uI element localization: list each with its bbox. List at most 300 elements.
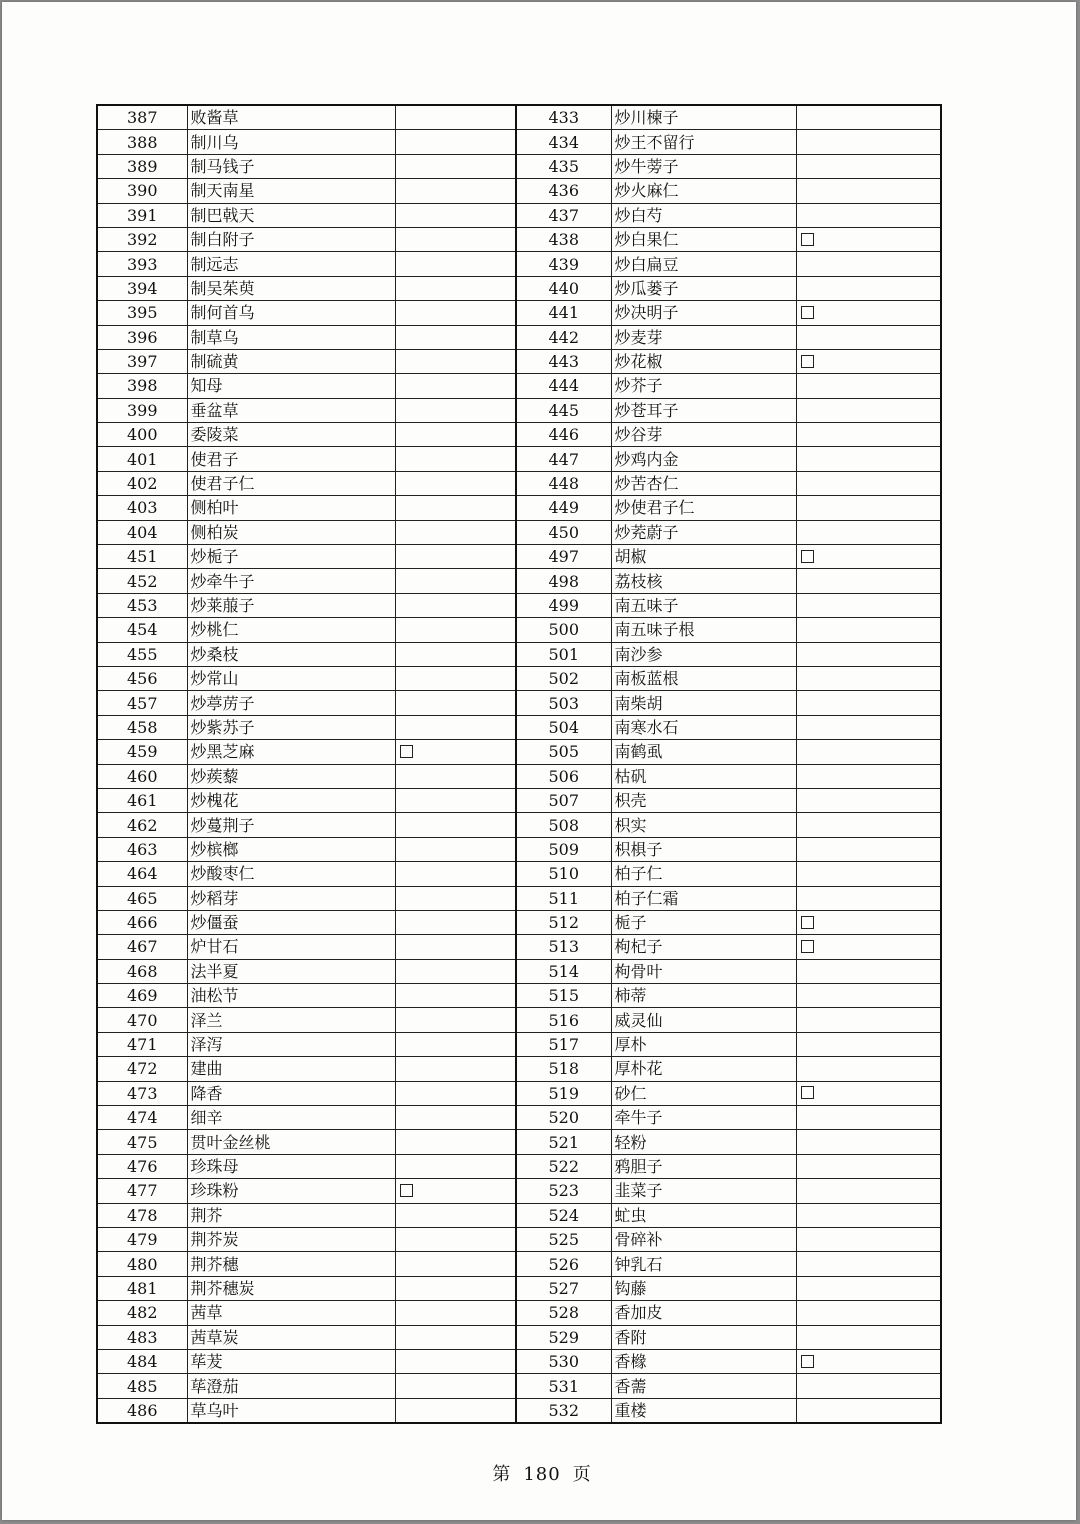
table-row	[97, 301, 941, 325]
mark-cell-left	[395, 813, 516, 837]
row-number-right: 438	[516, 227, 611, 251]
row-number-right: 447	[516, 447, 611, 471]
mark-cell-left	[395, 301, 516, 325]
mark-cell-right	[796, 276, 941, 300]
table-row	[97, 349, 941, 373]
table-row	[97, 1276, 941, 1300]
table-row	[97, 935, 941, 959]
herb-name-left: 制硫黄	[187, 349, 395, 373]
table-row	[97, 276, 941, 300]
herb-name-right: 枸骨叶	[611, 959, 796, 983]
table-row	[97, 593, 941, 617]
herb-name-right: 香附	[611, 1325, 796, 1349]
row-number-right: 440	[516, 276, 611, 300]
row-number-right: 519	[516, 1081, 611, 1105]
herb-name-right: 炒白扁豆	[611, 252, 796, 276]
row-number-left: 477	[97, 1179, 187, 1203]
herb-name-left: 炒莱菔子	[187, 593, 395, 617]
table-row	[97, 398, 941, 422]
mark-cell-right	[796, 301, 941, 325]
mark-cell-right	[796, 1081, 941, 1105]
mark-cell-left	[395, 764, 516, 788]
mark-cell-left	[395, 545, 516, 569]
mark-cell-right	[796, 154, 941, 178]
mark-cell-left	[395, 1227, 516, 1251]
mark-cell-left	[395, 862, 516, 886]
herb-name-left: 使君子仁	[187, 471, 395, 495]
mark-cell-left	[395, 569, 516, 593]
mark-cell-right	[796, 715, 941, 739]
mark-cell-right	[796, 398, 941, 422]
mark-cell-right	[796, 935, 941, 959]
mark-cell-left	[395, 1032, 516, 1056]
herb-name-left: 炒僵蚕	[187, 910, 395, 934]
herb-name-right: 南五味子根	[611, 618, 796, 642]
mark-cell-left	[395, 276, 516, 300]
herb-name-left: 炒常山	[187, 666, 395, 690]
row-number-right: 448	[516, 471, 611, 495]
table-row	[97, 666, 941, 690]
row-number-right: 437	[516, 203, 611, 227]
herb-name-left: 制天南星	[187, 179, 395, 203]
row-number-left: 400	[97, 423, 187, 447]
herb-name-left: 制何首乌	[187, 301, 395, 325]
herb-name-right: 钟乳石	[611, 1252, 796, 1276]
row-number-left: 394	[97, 276, 187, 300]
herb-name-right: 南鹤虱	[611, 740, 796, 764]
row-number-right: 503	[516, 691, 611, 715]
herb-name-right: 南沙参	[611, 642, 796, 666]
table-row	[97, 1374, 941, 1398]
herb-name-right: 厚朴花	[611, 1057, 796, 1081]
table-row	[97, 1203, 941, 1227]
herb-name-right: 钩藤	[611, 1276, 796, 1300]
mark-cell-left	[395, 179, 516, 203]
table-row	[97, 1081, 941, 1105]
row-number-right: 520	[516, 1106, 611, 1130]
herb-name-right: 南寒水石	[611, 715, 796, 739]
herb-name-left: 炒酸枣仁	[187, 862, 395, 886]
mark-cell-right	[796, 1252, 941, 1276]
herb-name-left: 炒栀子	[187, 545, 395, 569]
table-row	[97, 959, 941, 983]
row-number-left: 483	[97, 1325, 187, 1349]
row-number-left: 397	[97, 349, 187, 373]
mark-cell-left	[395, 1374, 516, 1398]
herb-name-right: 柏子仁霜	[611, 886, 796, 910]
herb-name-left: 珍珠母	[187, 1154, 395, 1178]
row-number-left: 478	[97, 1203, 187, 1227]
herb-name-left: 炒牵牛子	[187, 569, 395, 593]
herb-name-right: 炒白芍	[611, 203, 796, 227]
page-number: 180	[523, 1464, 561, 1485]
row-number-right: 505	[516, 740, 611, 764]
herb-name-right: 枸杞子	[611, 935, 796, 959]
mark-cell-left	[395, 618, 516, 642]
checkbox-mark	[801, 306, 814, 319]
herb-name-left: 使君子	[187, 447, 395, 471]
row-number-right: 433	[516, 105, 611, 130]
row-number-right: 525	[516, 1227, 611, 1251]
herb-name-left: 炒桃仁	[187, 618, 395, 642]
table-row	[97, 813, 941, 837]
row-number-right: 526	[516, 1252, 611, 1276]
herb-name-left: 制川乌	[187, 130, 395, 154]
herb-name-left: 荜茇	[187, 1349, 395, 1373]
mark-cell-right	[796, 593, 941, 617]
document-page	[2, 2, 1076, 1520]
row-number-left: 486	[97, 1398, 187, 1423]
table-row	[97, 910, 941, 934]
table-row	[97, 569, 941, 593]
herb-name-left: 茜草炭	[187, 1325, 395, 1349]
row-number-left: 469	[97, 984, 187, 1008]
row-number-right: 515	[516, 984, 611, 1008]
herb-name-right: 香薷	[611, 1374, 796, 1398]
table-row	[97, 1325, 941, 1349]
herb-name-left: 降香	[187, 1081, 395, 1105]
row-number-right: 518	[516, 1057, 611, 1081]
table-row	[97, 837, 941, 861]
herb-name-left: 炒蔓荆子	[187, 813, 395, 837]
row-number-left: 473	[97, 1081, 187, 1105]
mark-cell-left	[395, 691, 516, 715]
table-row	[97, 1301, 941, 1325]
row-number-right: 511	[516, 886, 611, 910]
checkbox-mark	[801, 355, 814, 368]
footer-suffix: 页	[572, 1464, 592, 1485]
mark-cell-left	[395, 715, 516, 739]
row-number-left: 472	[97, 1057, 187, 1081]
herb-name-right: 厚朴	[611, 1032, 796, 1056]
mark-cell-left	[395, 1130, 516, 1154]
herb-name-right: 炒芥子	[611, 374, 796, 398]
herb-name-left: 侧柏炭	[187, 520, 395, 544]
mark-cell-left	[395, 1301, 516, 1325]
table-row	[97, 1154, 941, 1178]
row-number-right: 445	[516, 398, 611, 422]
herb-name-left: 炒黑芝麻	[187, 740, 395, 764]
mark-cell-left	[395, 130, 516, 154]
mark-cell-right	[796, 203, 941, 227]
herb-name-left: 泽泻	[187, 1032, 395, 1056]
row-number-right: 530	[516, 1349, 611, 1373]
mark-cell-right	[796, 520, 941, 544]
table-row	[97, 1008, 941, 1032]
herb-name-right: 牵牛子	[611, 1106, 796, 1130]
row-number-left: 464	[97, 862, 187, 886]
herb-name-right: 南五味子	[611, 593, 796, 617]
row-number-left: 457	[97, 691, 187, 715]
herb-name-right: 炒火麻仁	[611, 179, 796, 203]
mark-cell-left	[395, 740, 516, 764]
row-number-right: 500	[516, 618, 611, 642]
table-row	[97, 691, 941, 715]
herb-name-left: 炒槟榔	[187, 837, 395, 861]
row-number-left: 387	[97, 105, 187, 130]
mark-cell-left	[395, 1106, 516, 1130]
mark-cell-left	[395, 1057, 516, 1081]
mark-cell-right	[796, 545, 941, 569]
row-number-right: 507	[516, 788, 611, 812]
mark-cell-right	[796, 788, 941, 812]
table-row	[97, 1179, 941, 1203]
row-number-right: 446	[516, 423, 611, 447]
herb-name-right: 骨碎补	[611, 1227, 796, 1251]
table-row	[97, 105, 941, 130]
mark-cell-left	[395, 1203, 516, 1227]
row-number-right: 497	[516, 545, 611, 569]
herb-name-left: 荆芥	[187, 1203, 395, 1227]
mark-cell-right	[796, 496, 941, 520]
herb-name-left: 茜草	[187, 1301, 395, 1325]
row-number-left: 393	[97, 252, 187, 276]
herb-name-right: 枳壳	[611, 788, 796, 812]
row-number-right: 517	[516, 1032, 611, 1056]
mark-cell-left	[395, 593, 516, 617]
herb-name-left: 法半夏	[187, 959, 395, 983]
row-number-left: 485	[97, 1374, 187, 1398]
mark-cell-right	[796, 471, 941, 495]
mark-cell-left	[395, 837, 516, 861]
row-number-right: 434	[516, 130, 611, 154]
mark-cell-right	[796, 666, 941, 690]
herb-name-right: 炒鸡内金	[611, 447, 796, 471]
mark-cell-right	[796, 227, 941, 251]
row-number-left: 451	[97, 545, 187, 569]
table-row	[97, 862, 941, 886]
herb-name-right: 炒川楝子	[611, 105, 796, 130]
table-row	[97, 325, 941, 349]
herb-name-right: 炒苦杏仁	[611, 471, 796, 495]
row-number-right: 498	[516, 569, 611, 593]
herb-name-left: 制巴戟天	[187, 203, 395, 227]
mark-cell-left	[395, 910, 516, 934]
mark-cell-right	[796, 1130, 941, 1154]
mark-cell-left	[395, 642, 516, 666]
herb-name-right: 炒使君子仁	[611, 496, 796, 520]
row-number-left: 390	[97, 179, 187, 203]
herb-name-right: 栀子	[611, 910, 796, 934]
mark-cell-left	[395, 447, 516, 471]
row-number-left: 401	[97, 447, 187, 471]
mark-cell-left	[395, 423, 516, 447]
table-row	[97, 1130, 941, 1154]
row-number-right: 532	[516, 1398, 611, 1423]
herb-name-right: 柿蒂	[611, 984, 796, 1008]
mark-cell-right	[796, 1203, 941, 1227]
herb-name-right: 枳椇子	[611, 837, 796, 861]
herb-name-right: 炒花椒	[611, 349, 796, 373]
row-number-right: 529	[516, 1325, 611, 1349]
herb-name-left: 建曲	[187, 1057, 395, 1081]
mark-cell-right	[796, 1057, 941, 1081]
table-row	[97, 154, 941, 178]
mark-cell-left	[395, 374, 516, 398]
row-number-left: 471	[97, 1032, 187, 1056]
row-number-right: 450	[516, 520, 611, 544]
row-number-right: 509	[516, 837, 611, 861]
herb-name-right: 虻虫	[611, 1203, 796, 1227]
row-number-left: 463	[97, 837, 187, 861]
table-row	[97, 471, 941, 495]
row-number-right: 528	[516, 1301, 611, 1325]
herb-name-right: 韭菜子	[611, 1179, 796, 1203]
herb-name-right: 柏子仁	[611, 862, 796, 886]
herb-list-table	[96, 104, 942, 1424]
row-number-left: 476	[97, 1154, 187, 1178]
row-number-left: 458	[97, 715, 187, 739]
mark-cell-left	[395, 1325, 516, 1349]
row-number-left: 467	[97, 935, 187, 959]
row-number-right: 508	[516, 813, 611, 837]
table-row	[97, 715, 941, 739]
herb-name-right: 炒王不留行	[611, 130, 796, 154]
row-number-right: 443	[516, 349, 611, 373]
row-number-left: 468	[97, 959, 187, 983]
herb-name-right: 炒白果仁	[611, 227, 796, 251]
mark-cell-left	[395, 496, 516, 520]
table-row	[97, 1057, 941, 1081]
row-number-left: 452	[97, 569, 187, 593]
mark-cell-right	[796, 252, 941, 276]
mark-cell-left	[395, 1252, 516, 1276]
mark-cell-right	[796, 1008, 941, 1032]
row-number-right: 441	[516, 301, 611, 325]
row-number-left: 399	[97, 398, 187, 422]
mark-cell-left	[395, 1398, 516, 1423]
mark-cell-right	[796, 618, 941, 642]
mark-cell-left	[395, 1349, 516, 1373]
mark-cell-right	[796, 325, 941, 349]
mark-cell-right	[796, 1227, 941, 1251]
table-row	[97, 740, 941, 764]
row-number-left: 479	[97, 1227, 187, 1251]
table-row	[97, 130, 941, 154]
row-number-right: 506	[516, 764, 611, 788]
row-number-left: 455	[97, 642, 187, 666]
herb-name-left: 炒紫苏子	[187, 715, 395, 739]
herb-name-right: 枳实	[611, 813, 796, 837]
herb-name-right: 炒决明子	[611, 301, 796, 325]
herb-name-left: 委陵菜	[187, 423, 395, 447]
row-number-left: 481	[97, 1276, 187, 1300]
herb-name-left: 知母	[187, 374, 395, 398]
checkbox-mark	[400, 745, 413, 758]
table-row	[97, 179, 941, 203]
row-number-right: 442	[516, 325, 611, 349]
mark-cell-right	[796, 1301, 941, 1325]
row-number-left: 454	[97, 618, 187, 642]
row-number-left: 461	[97, 788, 187, 812]
mark-cell-right	[796, 886, 941, 910]
row-number-left: 395	[97, 301, 187, 325]
mark-cell-left	[395, 935, 516, 959]
table-row	[97, 1349, 941, 1373]
herb-name-left: 荆芥穗炭	[187, 1276, 395, 1300]
herb-name-right: 炒瓜蒌子	[611, 276, 796, 300]
mark-cell-left	[395, 325, 516, 349]
row-number-right: 513	[516, 935, 611, 959]
mark-cell-right	[796, 984, 941, 1008]
mark-cell-left	[395, 984, 516, 1008]
table-row	[97, 1252, 941, 1276]
herb-name-left: 珍珠粉	[187, 1179, 395, 1203]
mark-cell-right	[796, 349, 941, 373]
row-number-left: 402	[97, 471, 187, 495]
checkbox-mark	[801, 1086, 814, 1099]
table-row	[97, 984, 941, 1008]
herb-name-right: 鸦胆子	[611, 1154, 796, 1178]
herb-name-right: 炒麦芽	[611, 325, 796, 349]
mark-cell-right	[796, 764, 941, 788]
herb-name-left: 荆芥穗	[187, 1252, 395, 1276]
herb-name-left: 侧柏叶	[187, 496, 395, 520]
mark-cell-right	[796, 1032, 941, 1056]
mark-cell-right	[796, 130, 941, 154]
mark-cell-right	[796, 642, 941, 666]
herb-name-right: 南柴胡	[611, 691, 796, 715]
herb-name-left: 制草乌	[187, 325, 395, 349]
row-number-right: 521	[516, 1130, 611, 1154]
mark-cell-right	[796, 910, 941, 934]
row-number-right: 531	[516, 1374, 611, 1398]
herb-name-right: 重楼	[611, 1398, 796, 1423]
mark-cell-right	[796, 740, 941, 764]
mark-cell-right	[796, 1325, 941, 1349]
herb-name-right: 威灵仙	[611, 1008, 796, 1032]
table-row	[97, 423, 941, 447]
mark-cell-left	[395, 520, 516, 544]
mark-cell-right	[796, 423, 941, 447]
table-row	[97, 1227, 941, 1251]
row-number-right: 435	[516, 154, 611, 178]
table-row	[97, 520, 941, 544]
row-number-left: 460	[97, 764, 187, 788]
row-number-left: 465	[97, 886, 187, 910]
herb-name-right: 炒谷芽	[611, 423, 796, 447]
herb-name-left: 贯叶金丝桃	[187, 1130, 395, 1154]
table-row	[97, 1032, 941, 1056]
table-row	[97, 447, 941, 471]
herb-name-left: 制远志	[187, 252, 395, 276]
herb-name-left: 细辛	[187, 1106, 395, 1130]
herb-name-left: 荜澄茄	[187, 1374, 395, 1398]
table-row	[97, 788, 941, 812]
mark-cell-right	[796, 1276, 941, 1300]
herb-name-left: 炒葶苈子	[187, 691, 395, 715]
mark-cell-left	[395, 666, 516, 690]
herb-name-right: 炒苍耳子	[611, 398, 796, 422]
mark-cell-right	[796, 1179, 941, 1203]
row-number-left: 466	[97, 910, 187, 934]
row-number-right: 449	[516, 496, 611, 520]
row-number-left: 396	[97, 325, 187, 349]
mark-cell-left	[395, 227, 516, 251]
table-row	[97, 1106, 941, 1130]
mark-cell-left	[395, 203, 516, 227]
mark-cell-left	[395, 349, 516, 373]
herb-name-left: 炒蒺藜	[187, 764, 395, 788]
mark-cell-right	[796, 691, 941, 715]
table-row	[97, 496, 941, 520]
mark-cell-right	[796, 1349, 941, 1373]
herb-name-right: 炒茺蔚子	[611, 520, 796, 544]
mark-cell-left	[395, 1179, 516, 1203]
mark-cell-left	[395, 1154, 516, 1178]
row-number-right: 499	[516, 593, 611, 617]
table-row	[97, 1398, 941, 1423]
